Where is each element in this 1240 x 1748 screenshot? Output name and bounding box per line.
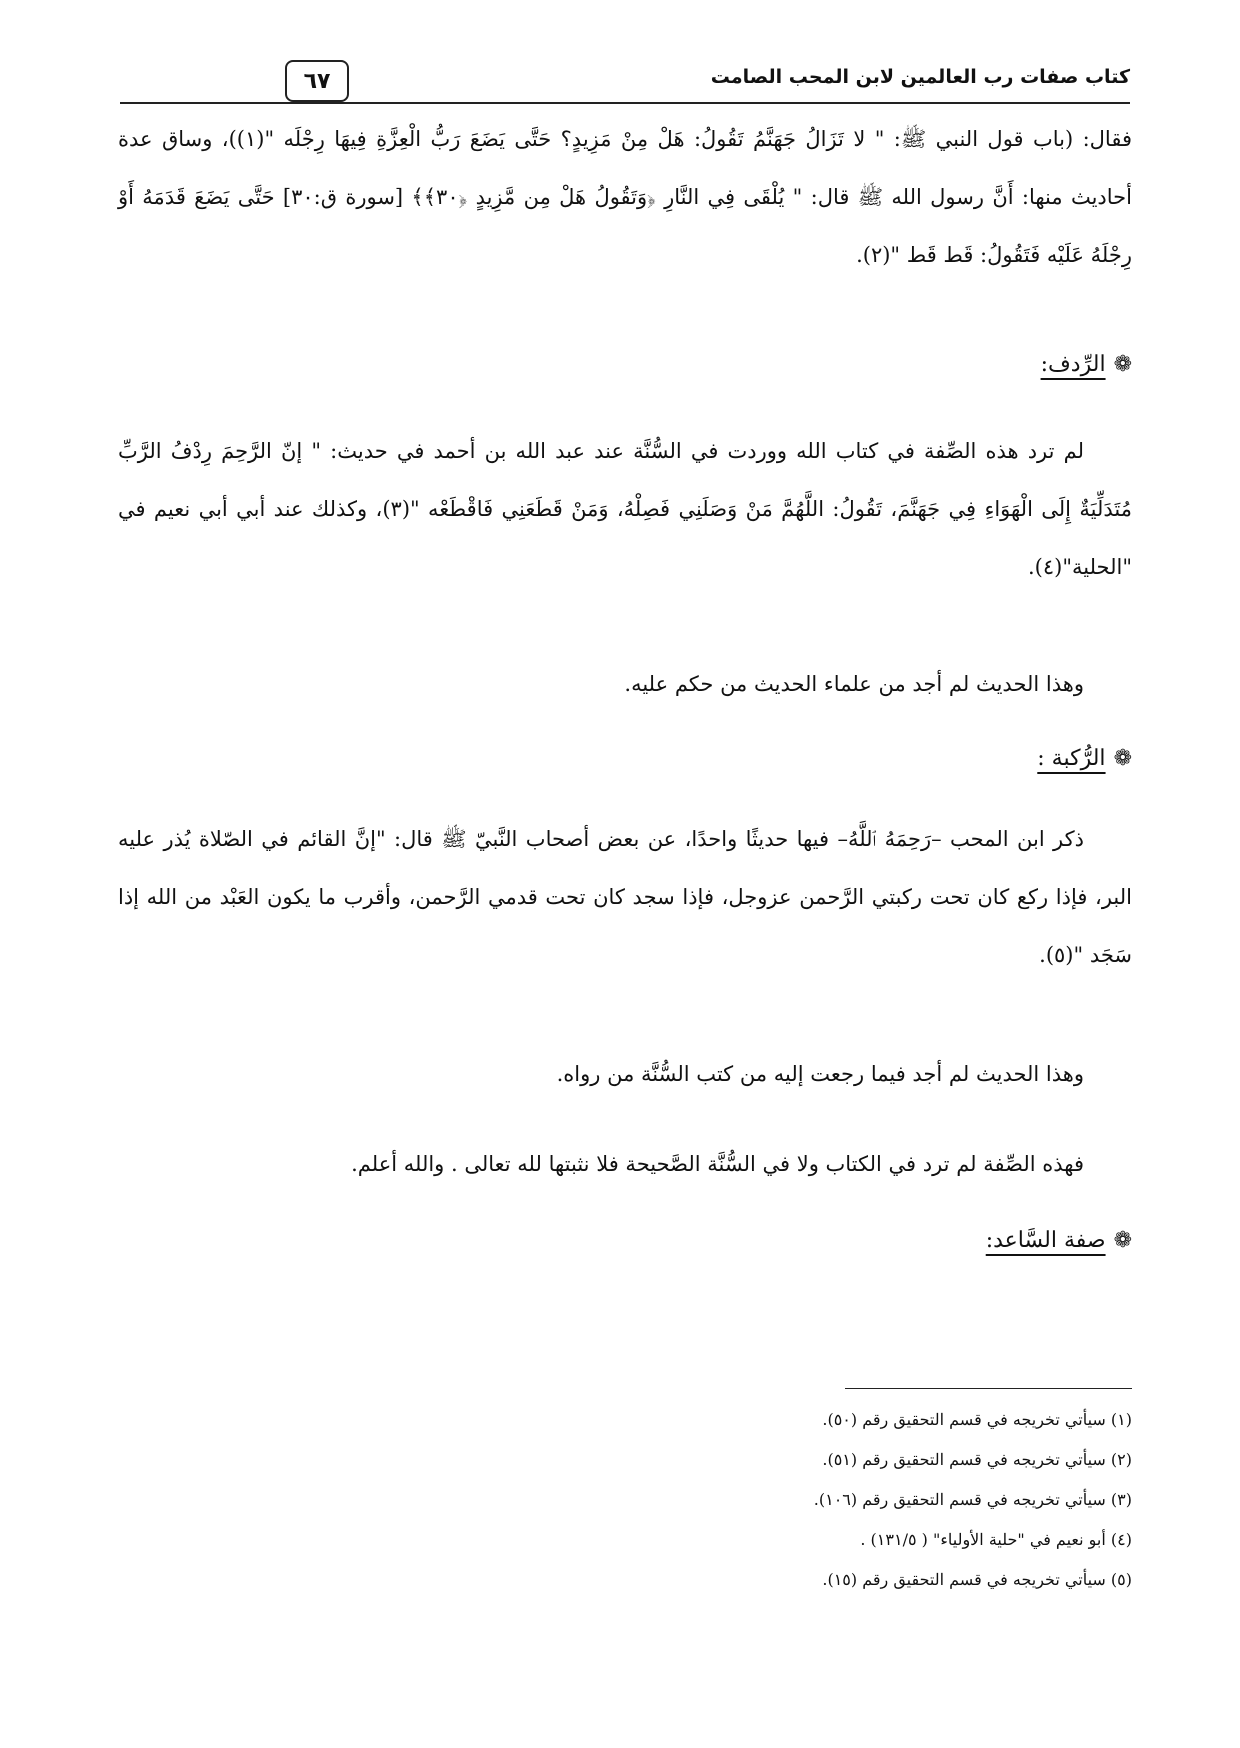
- footnote-4: (٤) أبو نعيم في "حلية الأولياء" ( ١٣١/٥) .: [860, 1530, 1132, 1549]
- paragraph-5: وهذا الحديث لم أجد فيما رجعت إليه من كتب السُّنَّة من رواه.: [556, 1062, 1084, 1086]
- footnote-2: (٢) سيأتي تخريجه في قسم التحقيق رقم (٥١).: [822, 1450, 1132, 1469]
- book-title: كتاب صفات رب العالمين لابن المحب الصامت: [710, 66, 1130, 88]
- footnotes: [232, 1402, 1132, 1602]
- footnote-1: (١) سيأتي تخريجه في قسم التحقيق رقم (٥٠).: [822, 1410, 1132, 1429]
- heading-text: صفة السَّاعد:: [985, 1228, 1106, 1253]
- page-header: [120, 60, 1130, 104]
- section-heading-saed: [986, 1228, 1132, 1253]
- paragraph-6: فهذه الصِّفة لم ترد في الكتاب ولا في السُّنَّة الصَّحيحة فلا نثبتها لله تعالى . والله أعلم.: [351, 1152, 1084, 1176]
- heading-text: الرُّكبة :: [1037, 746, 1106, 771]
- paragraph-3: وهذا الحديث لم أجد من علماء الحديث من حكم عليه.: [624, 672, 1084, 696]
- footnote-5: (٥) سيأتي تخريجه في قسم التحقيق رقم (١٥).: [822, 1570, 1132, 1589]
- section-heading-ridf: [1041, 352, 1132, 377]
- page-number: ٦٧: [285, 60, 349, 102]
- paragraph-1: فقال: (باب قول النبي ﷺ: " لا تَزَالُ جَهَنَّمُ تَقُولُ: هَلْ مِنْ مَزِيدٍ؟ حَتَّى يَضَعَ رَبُّ الْعِزَّةِ فِيهَا رِجْلَه "(١))، وساق عدة أحاديث منها: أَنَّ رسول الله ﷺ قال: " يُلْقَى فِي النَّارِ ﴿وَتَقُولُ هَلْ مِن مَّزِيدٍ ﴿٣٠﴾﴾ [سورة ق:٣٠] حَتَّى يَضَعَ قَدَمَهُ أَوْ رِجْلَهُ عَلَيْه فَتَقُولُ: قَط قَط "(٢).: [118, 127, 1132, 267]
- heading-text: الرِّدف:: [1040, 352, 1106, 377]
- flower-ornament-icon: ❁: [1113, 1228, 1132, 1253]
- footnote-3: (٣) سيأتي تخريجه في قسم التحقيق رقم (١٠٦).: [813, 1490, 1132, 1509]
- footnote-divider: [845, 1388, 1132, 1389]
- section-heading-rukba: [1037, 746, 1132, 771]
- paragraph-4: ذكر ابن المحب –رَحِمَهُ ٱللَّهُ– فيها حديثًا واحدًا، عن بعض أصحاب النَّبيّ ﷺ قال: "إنَّ القائم في الصّلاة يُذر عليه البر، فإذا ركع كان تحت ركبتي الرَّحمن عزوجل، فإذا سجد كان تحت قدمي الرَّحمن، وأقرب ما يكون العَبْد من الله إذا سَجَد "(٥).: [118, 827, 1132, 967]
- header-divider: [120, 102, 1130, 104]
- flower-ornament-icon: ❁: [1113, 352, 1132, 377]
- paragraph-2: لم ترد هذه الصِّفة في كتاب الله ووردت في السُّنَّة عند عبد الله بن أحمد في حديث: " إنّ الرَّحِمَ رِدْفُ الرَّبِّ مُتَدَلِّيَةٌ إِلَى الْهَوَاءِ فِي جَهَنَّمَ، تَقُولُ: اللَّهُمَّ مَنْ وَصَلَنِي فَصِلْهُ، وَمَنْ قَطَعَنِي فَاقْطَعْه "(٣)، وكذلك عند أبي أبي نعيم في "الحلية"(٤).: [118, 439, 1132, 579]
- flower-ornament-icon: ❁: [1113, 746, 1132, 771]
